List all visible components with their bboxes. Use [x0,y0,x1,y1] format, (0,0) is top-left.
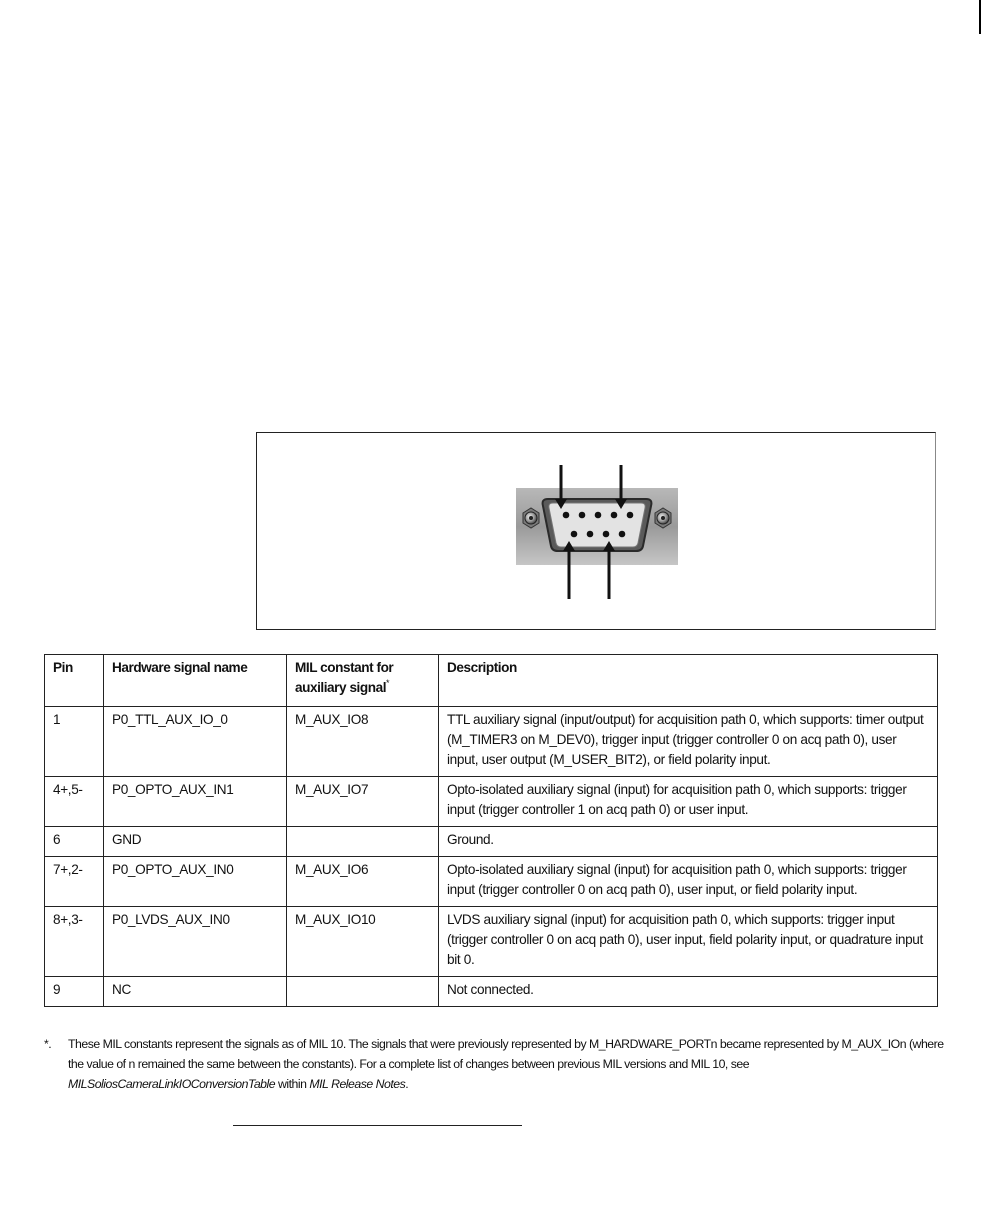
cell-description: Opto-isolated auxiliary signal (input) for acquisition path 0, which supports: trigger input (trigger controller 0 on acq path 0), user input, or field polarity input. [439,857,938,907]
table-row [45,857,938,907]
cell-description: Opto-isolated auxiliary signal (input) for acquisition path 0, which supports: trigger input (trigger controller 1 on acq path 0) or user input. [439,777,938,827]
cell-mil-constant: M_AUX_IO6 [287,857,439,907]
pin-assignment-table [44,654,938,1007]
right-screw-icon [655,508,671,528]
section-divider [233,1125,522,1126]
table-row [45,827,938,857]
cell-mil-constant [287,977,439,1007]
cell-hardware-signal: NC [104,977,287,1007]
header-description: Description [439,655,938,707]
cell-pin: 4+,5- [45,777,104,827]
cell-description: TTL auxiliary signal (input/output) for acquisition path 0, which supports: timer output (M_TIMER3 on M_DEV0), trigger input (trigger controller 0 on acq path 0), user input, user output (M_USER_BIT2), or field polarity input. [439,707,938,777]
footnote-marker: *. [44,1037,52,1051]
connector-figure [256,432,936,630]
cell-mil-constant [287,827,439,857]
cell-description: Not connected. [439,977,938,1007]
table-header-row [45,655,938,707]
cell-mil-constant: M_AUX_IO10 [287,907,439,977]
header-pin: Pin [45,655,104,707]
cell-hardware-signal: P0_OPTO_AUX_IN0 [104,857,287,907]
cell-pin: 6 [45,827,104,857]
cell-description: Ground. [439,827,938,857]
table-row [45,977,938,1007]
header-mil-constant: MIL constant for auxiliary signal* [287,655,439,707]
release-notes-reference: MIL Release Notes [309,1077,406,1091]
cell-hardware-signal: GND [104,827,287,857]
cell-pin: 7+,2- [45,857,104,907]
left-screw-icon [523,508,539,528]
arrow-up-icon [603,541,615,599]
arrow-up-icon [563,541,575,599]
conversion-table-reference: MILSoliosCameraLinkIOConversionTable [68,1077,276,1091]
cell-pin: 8+,3- [45,907,104,977]
page-edge-rule [979,0,981,34]
cell-pin: 9 [45,977,104,1007]
footnote-marker-ref: * [386,678,390,688]
footnote-text: These MIL constants represent the signals as of MIL 10. The signals that were previously represented by M_HARDWARE_PORTn became represented by M_AUX_IOn (where the value of n remained the same between the constants). For a complete list of changes between previous MIL versions and MIL 10, see MILSoliosCameraLinkIOConversionTable within MIL Release Notes. [68,1037,944,1091]
cell-pin: 1 [45,707,104,777]
cell-mil-constant: M_AUX_IO7 [287,777,439,827]
table-row [45,707,938,777]
cell-description: LVDS auxiliary signal (input) for acquisition path 0, which supports: trigger input (trigger controller 0 on acq path 0), user input, field polarity input, or quadrature input bit 0. [439,907,938,977]
db9-connector-photo [515,463,679,603]
table-footnote [44,1034,944,1094]
cell-hardware-signal: P0_TTL_AUX_IO_0 [104,707,287,777]
cell-hardware-signal: P0_OPTO_AUX_IN1 [104,777,287,827]
cell-mil-constant: M_AUX_IO8 [287,707,439,777]
cell-hardware-signal: P0_LVDS_AUX_IN0 [104,907,287,977]
table-row [45,907,938,977]
header-hardware-signal: Hardware signal name [104,655,287,707]
table-row [45,777,938,827]
